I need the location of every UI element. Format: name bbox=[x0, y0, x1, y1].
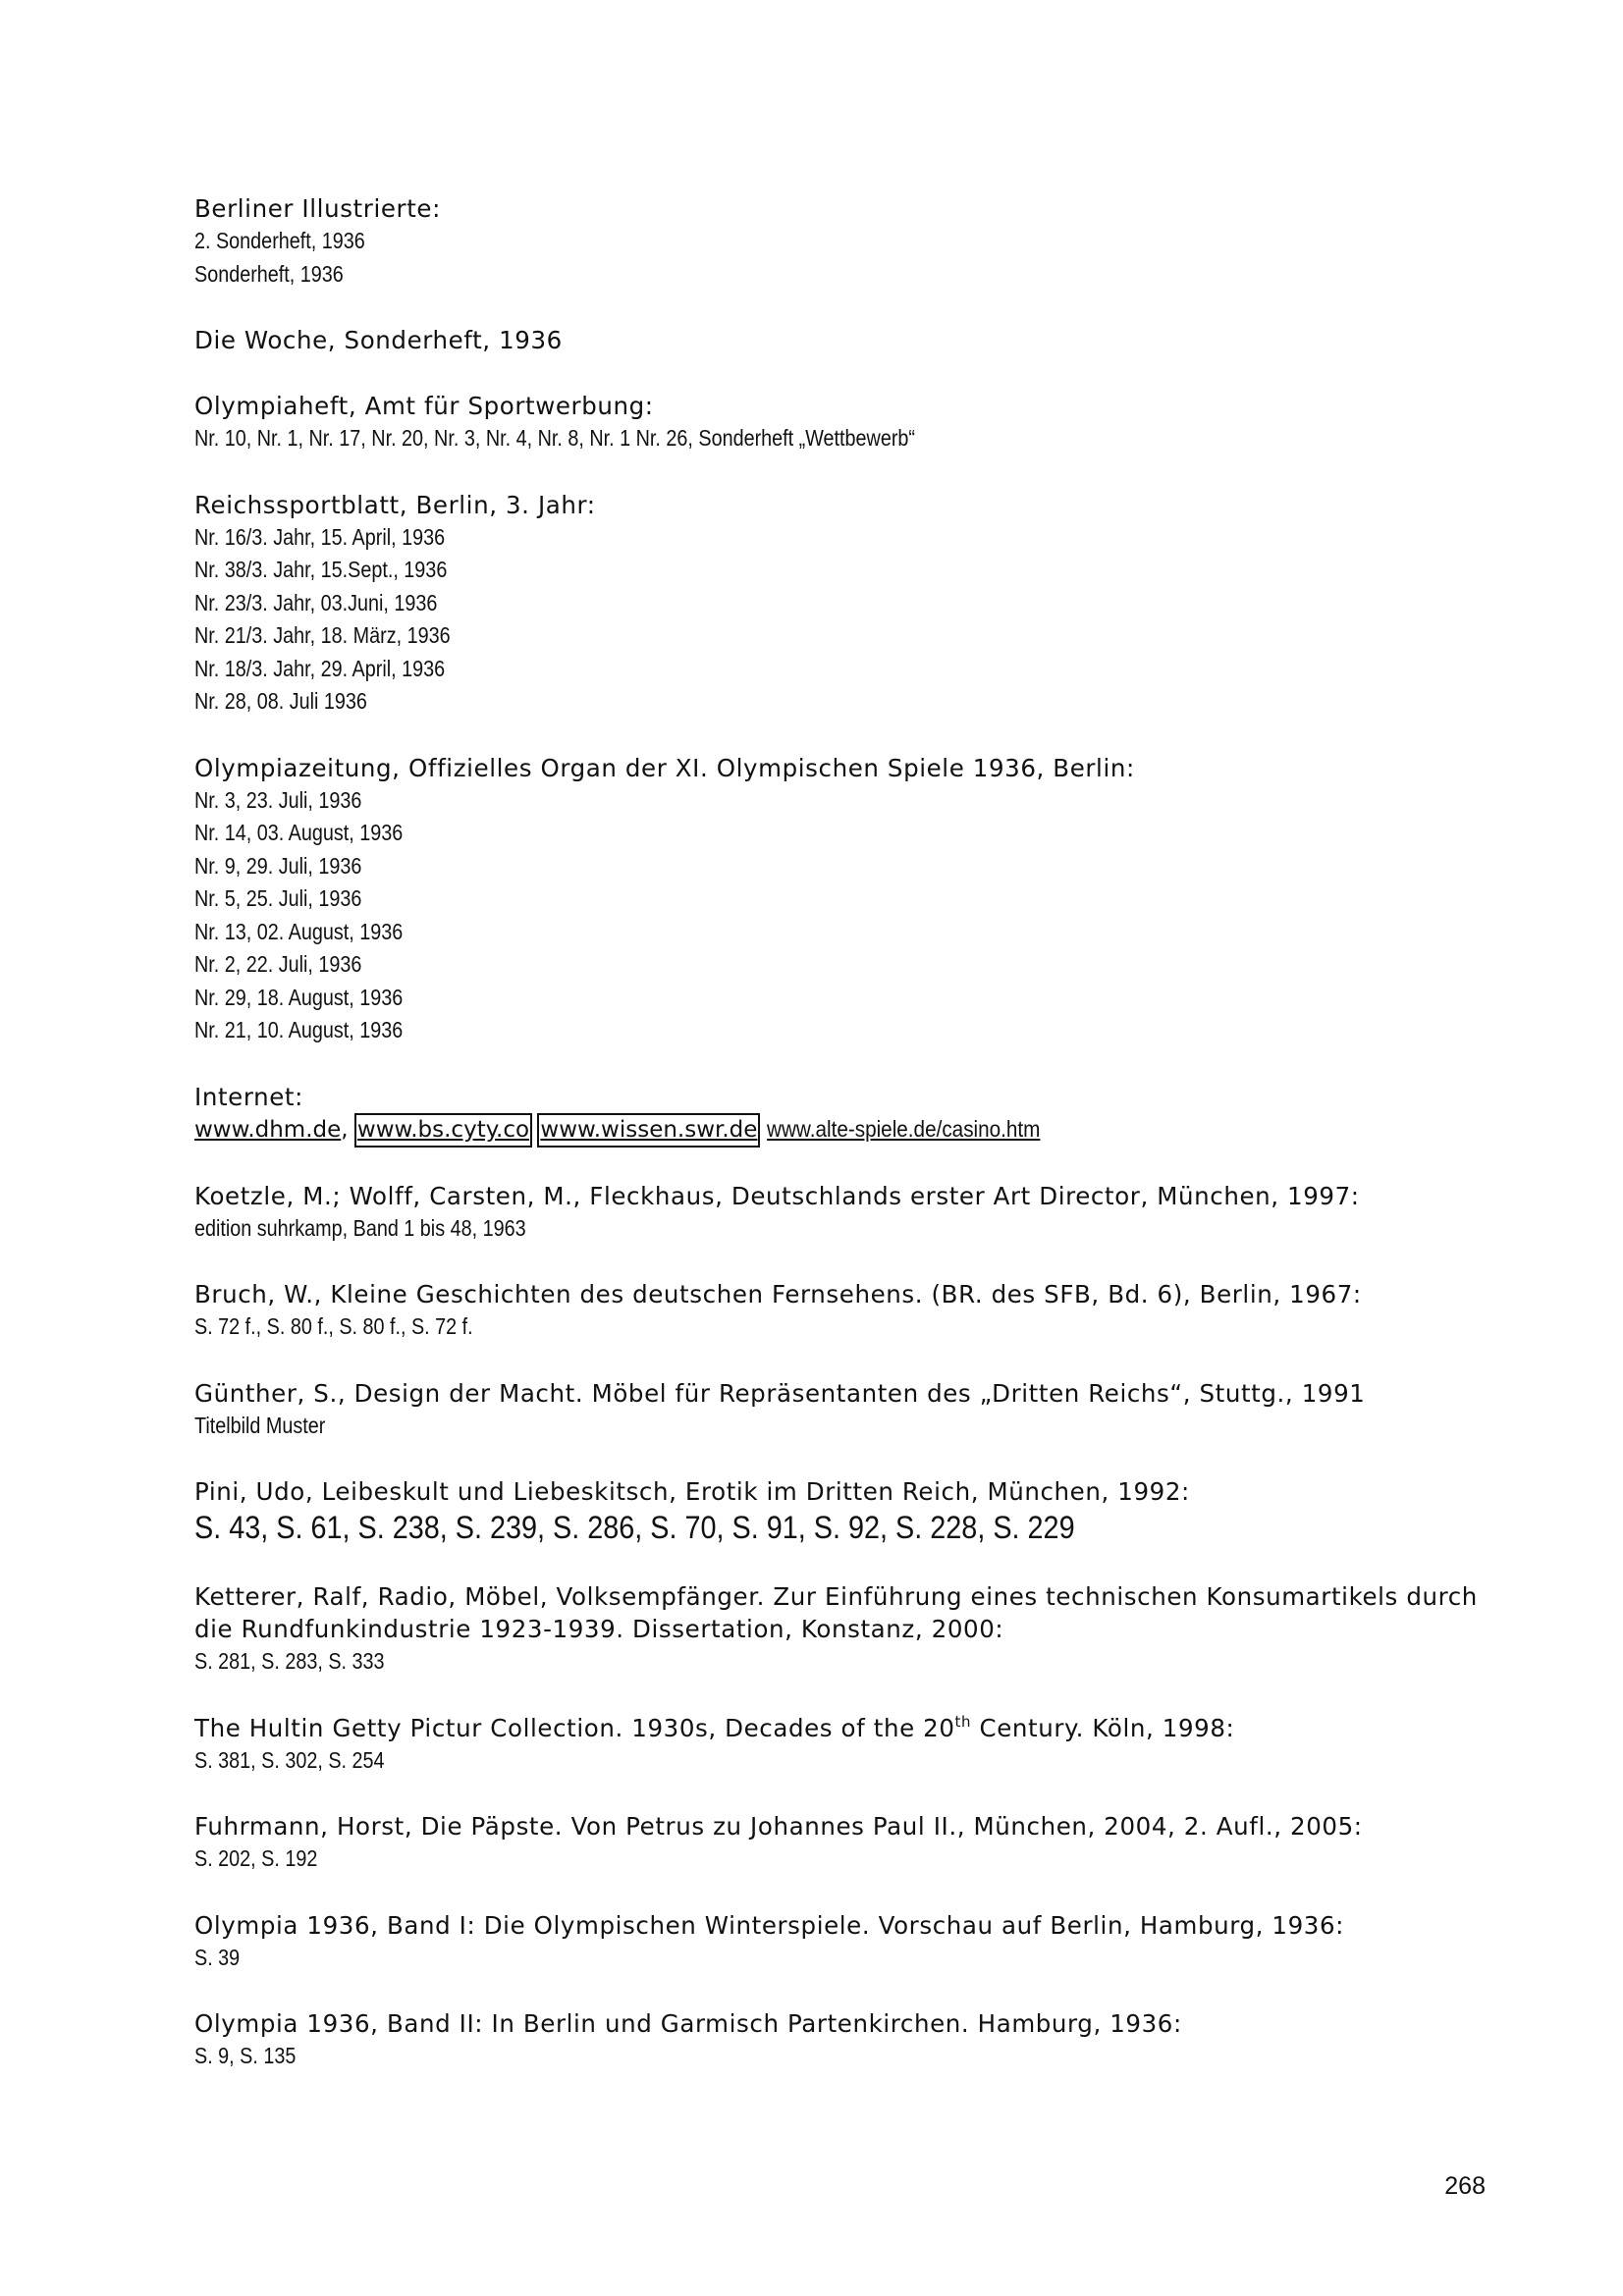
entry-detail: Nr. 3, 23. Juli, 1936 bbox=[194, 786, 362, 813]
bibliography-entry bbox=[194, 752, 1490, 1047]
internet-links bbox=[194, 1113, 1490, 1147]
entry-detail: Nr. 29, 18. August, 1936 bbox=[194, 984, 404, 1010]
entry-heading: Olympia 1936, Band I: Die Olympischen Winterspiele. Vorschau auf Berlin, Hamburg, 1936: bbox=[194, 1910, 1345, 1940]
entry-detail: Nr. 10, Nr. 1, Nr. 17, Nr. 20, Nr. 3, Nr. 4, Nr. 8, Nr. 1 Nr. 26, Sonderheft „Wettbewerb“ bbox=[194, 425, 915, 451]
bibliography-page bbox=[194, 192, 1490, 2107]
entry-detail: Nr. 14, 03. August, 1936 bbox=[194, 820, 404, 845]
entry-detail: Nr. 5, 25. Juli, 1936 bbox=[194, 885, 362, 911]
bibliography-entry bbox=[194, 1377, 1490, 1443]
entry-heading: Olympiazeitung, Offizielles Organ der XI. Olympischen Spiele 1936, Berlin: bbox=[194, 753, 1135, 782]
bibliography-entry bbox=[194, 192, 1490, 291]
entry-detail: Sonderheft, 1936 bbox=[194, 260, 344, 287]
entry-detail: Nr. 18/3. Jahr, 29. April, 1936 bbox=[194, 655, 446, 681]
entry-detail: Titelbild Muster bbox=[194, 1412, 326, 1438]
entry-heading: Pini, Udo, Leibeskult und Liebeskitsch, Erotik im Dritten Reich, München, 1992: bbox=[194, 1477, 1190, 1506]
page-number: 268 bbox=[1444, 2172, 1486, 2200]
bibliography-entry bbox=[194, 1475, 1490, 1547]
entry-detail: S. 202, S. 192 bbox=[194, 1845, 318, 1871]
entry-detail: Nr. 38/3. Jahr, 15.Sept., 1936 bbox=[194, 557, 448, 582]
entry-detail: S. 381, S. 302, S. 254 bbox=[194, 1746, 385, 1773]
entry-heading: Olympia 1936, Band II: In Berlin und Garmisch Partenkirchen. Hamburg, 1936: bbox=[194, 2009, 1182, 2038]
entry-detail: S. 281, S. 283, S. 333 bbox=[194, 1648, 385, 1674]
bibliography-entry bbox=[194, 1180, 1490, 1246]
heading-superscript: th bbox=[954, 1712, 972, 1731]
entry-detail: Nr. 13, 02. August, 1936 bbox=[194, 918, 404, 944]
link-separator: , bbox=[341, 1116, 349, 1143]
entry-heading: Ketterer, Ralf, Radio, Möbel, Volksempfänger. Zur Einführung eines technischen Konsumartikels durch die Rundfunkindustrie 1923-1939. Dissertation, Konstanz, 2000: bbox=[194, 1582, 1478, 1643]
entry-detail: edition suhrkamp, Band 1 bis 48, 1963 bbox=[194, 1214, 526, 1241]
link-wissen-swr[interactable]: www.wissen.swr.de bbox=[538, 1114, 759, 1147]
entry-heading bbox=[194, 1712, 1490, 1744]
entry-detail: Nr. 16/3. Jahr, 15. April, 1936 bbox=[194, 523, 446, 550]
entry-heading: Olympiaheft, Amt für Sportwerbung: bbox=[194, 392, 654, 420]
entry-detail: S. 43, S. 61, S. 238, S. 239, S. 286, S. 70, S. 91, S. 92, S. 228, S. 229 bbox=[194, 1510, 1075, 1545]
entry-detail: Nr. 28, 08. Juli 1936 bbox=[194, 688, 367, 714]
bibliography-entry bbox=[194, 489, 1490, 719]
entry-detail: Nr. 21/3. Jahr, 18. März, 1936 bbox=[194, 622, 451, 648]
heading-part: The Hultin Getty Pictur Collection. 1930s, Decades of the 20 bbox=[194, 1713, 955, 1742]
bibliography-entry bbox=[194, 1909, 1490, 1975]
entry-detail: Nr. 9, 29. Juli, 1936 bbox=[194, 852, 362, 879]
link-alte-spiele[interactable]: www.alte-spiele.de/casino.htm bbox=[766, 1115, 1041, 1142]
entry-heading: Koetzle, M.; Wolff, Carsten, M., Fleckhaus, Deutschlands erster Art Director, München, 1997: bbox=[194, 1181, 1360, 1210]
bibliography-entry bbox=[194, 390, 1490, 455]
entry-heading: Reichssportblatt, Berlin, 3. Jahr: bbox=[194, 490, 596, 519]
entry-heading: Bruch, W., Kleine Geschichten des deutschen Fernsehens. (BR. des SFB, Bd. 6), Berlin, 1967: bbox=[194, 1280, 1362, 1308]
internet-heading: Internet: bbox=[194, 1082, 303, 1111]
entry-heading: Die Woche, Sonderheft, 1936 bbox=[194, 326, 563, 354]
link-bs-cyty[interactable]: www.bs.cyty.co bbox=[355, 1114, 531, 1147]
entry-heading: Fuhrmann, Horst, Die Päpste. Von Petrus zu Johannes Paul II., München, 2004, 2. Aufl., 2005: bbox=[194, 1812, 1363, 1841]
internet-entry bbox=[194, 1081, 1490, 1147]
heading-part: Century. Köln, 1998: bbox=[971, 1713, 1235, 1742]
entry-heading: Berliner Illustrierte: bbox=[194, 194, 441, 223]
entry-detail: Nr. 23/3. Jahr, 03.Juni, 1936 bbox=[194, 589, 438, 615]
bibliography-entry bbox=[194, 324, 1490, 356]
entry-heading: Günther, S., Design der Macht. Möbel für Repräsentanten des „Dritten Reichs“, Stuttg., 1991 bbox=[194, 1378, 1366, 1408]
bibliography-entry bbox=[194, 1810, 1490, 1876]
entry-detail: Nr. 21, 10. August, 1936 bbox=[194, 1017, 404, 1042]
bibliography-entry bbox=[194, 1580, 1490, 1679]
bibliography-entry bbox=[194, 1712, 1490, 1778]
entry-detail: S. 72 f., S. 80 f., S. 80 f., S. 72 f. bbox=[194, 1313, 473, 1339]
bibliography-entry bbox=[194, 2007, 1490, 2073]
link-dhm[interactable]: www.dhm.de bbox=[194, 1116, 342, 1143]
entry-detail: S. 39 bbox=[194, 1944, 241, 1970]
entry-detail: 2. Sonderheft, 1936 bbox=[194, 228, 365, 253]
entry-detail: S. 9, S. 135 bbox=[194, 2043, 297, 2068]
bibliography-entry bbox=[194, 1278, 1490, 1344]
entry-detail: Nr. 2, 22. Juli, 1936 bbox=[194, 951, 362, 977]
